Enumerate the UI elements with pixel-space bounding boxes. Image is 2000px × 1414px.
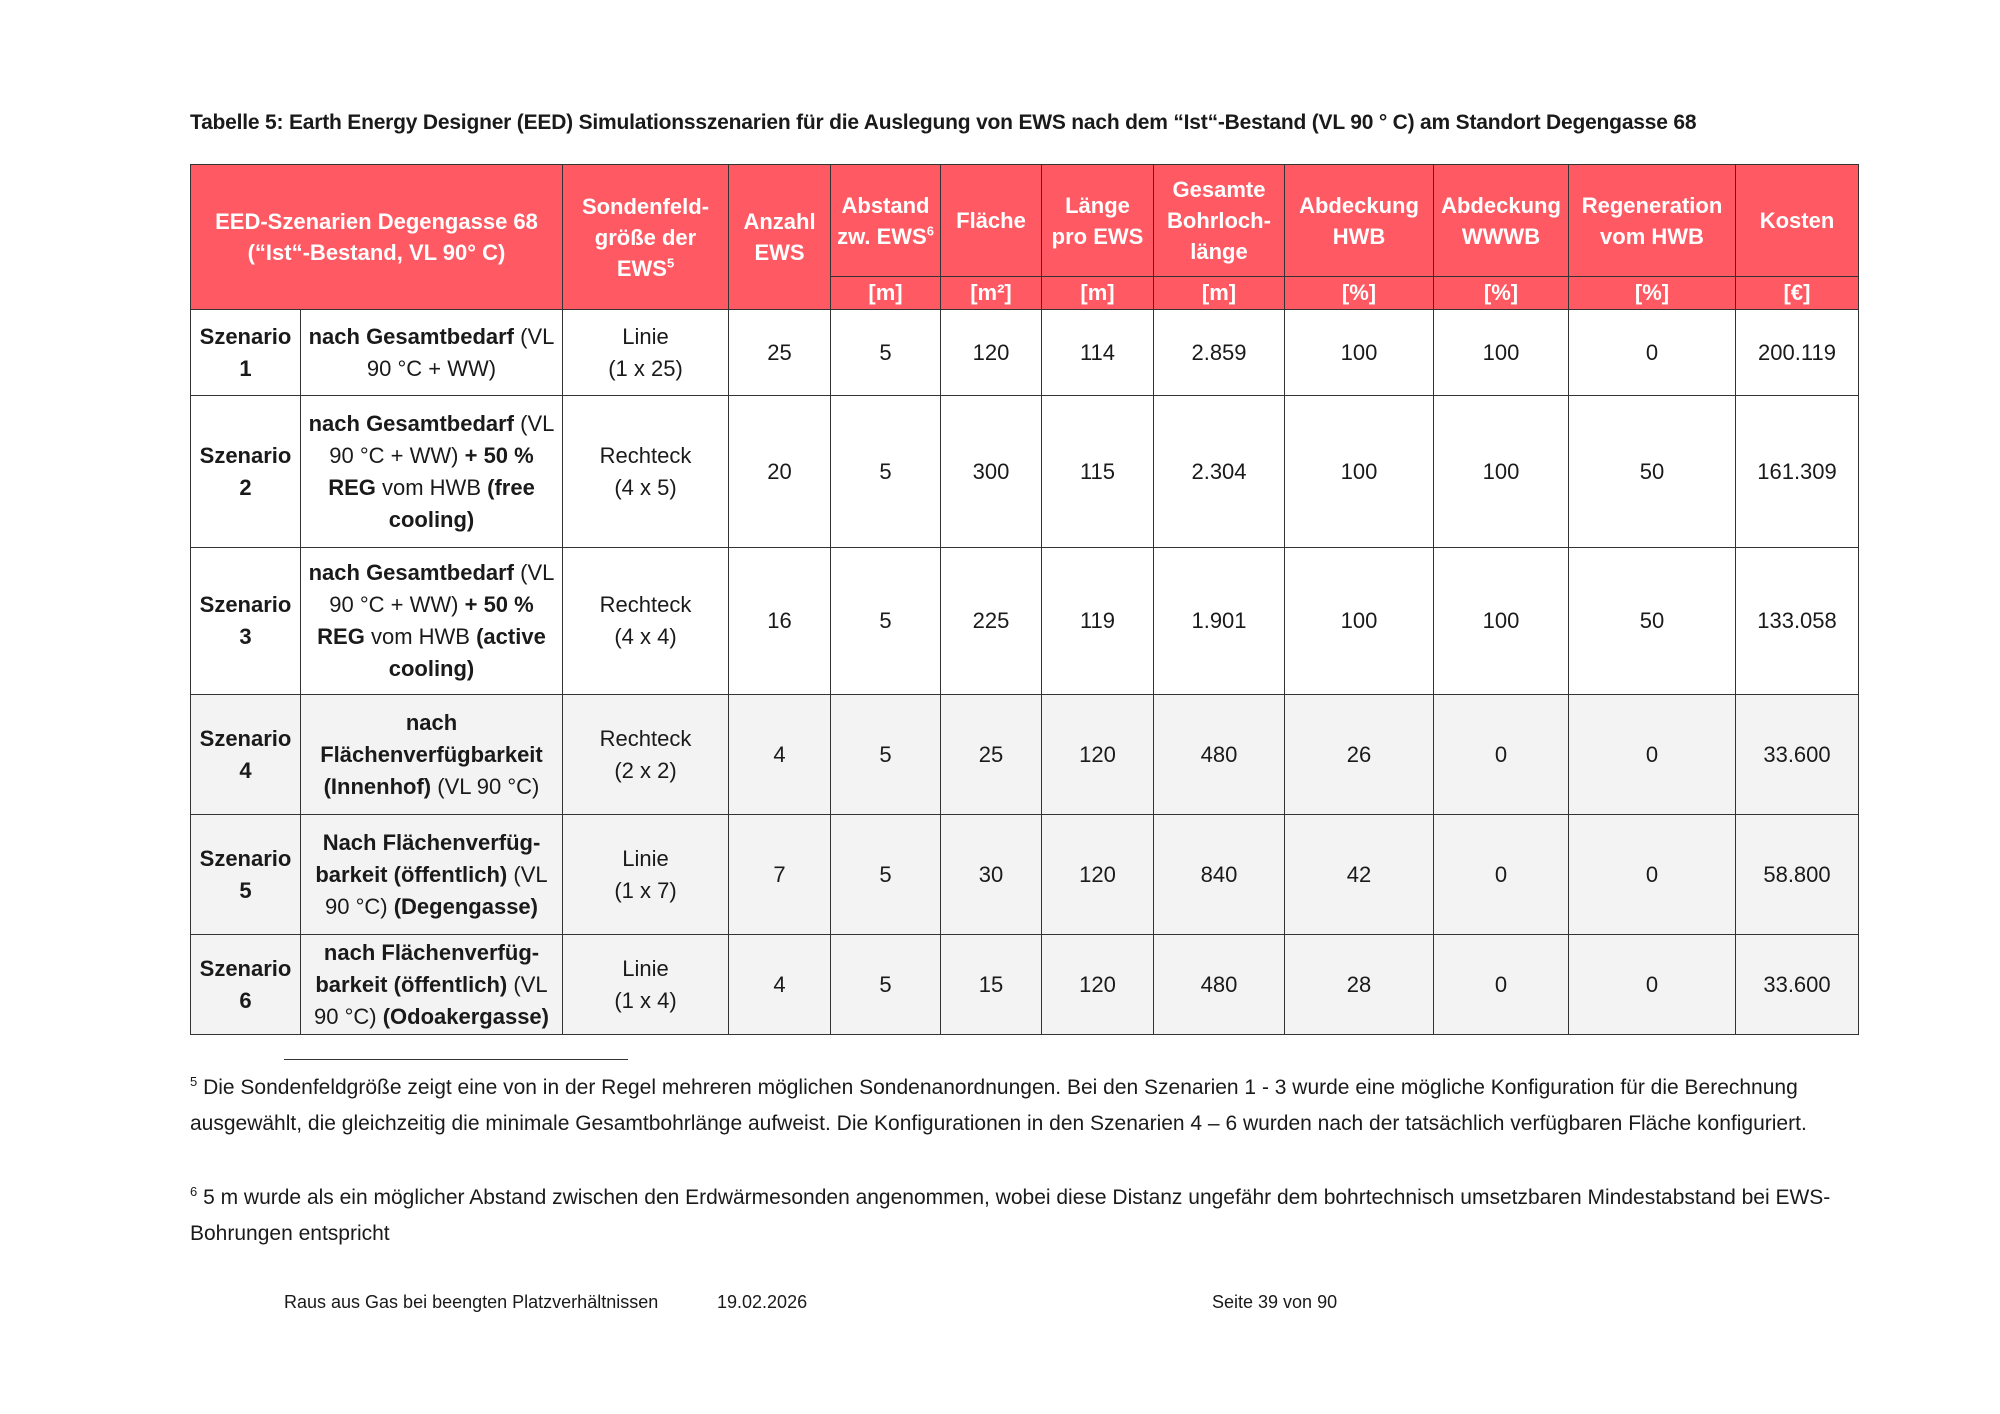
scenario-name: Szenario 2 <box>191 396 301 548</box>
cell-reg: 0 <box>1569 695 1736 815</box>
header-gesamt: Gesamte Bohrloch-länge <box>1154 165 1285 277</box>
cell-gesamt: 2.304 <box>1154 396 1285 548</box>
cell-reg: 50 <box>1569 548 1736 695</box>
description-segment: nach Gesamtbedarf <box>308 560 515 585</box>
unit-laenge: [m] <box>1042 277 1154 310</box>
cell-hwb: 26 <box>1285 695 1434 815</box>
field-size-line: Linie <box>622 323 669 349</box>
cell-anzahl: 7 <box>729 815 831 935</box>
field-size-line: (2 x 2) <box>614 757 677 783</box>
table-row <box>191 815 1859 935</box>
scenario-description <box>301 396 563 548</box>
table-row <box>191 310 1859 396</box>
cell-kosten: 133.058 <box>1736 548 1859 695</box>
cell-wwwb: 0 <box>1434 695 1569 815</box>
scenario-name: Szenario 3 <box>191 548 301 695</box>
footnote-5-number: 5 <box>190 1074 198 1089</box>
cell-abstand: 5 <box>831 815 941 935</box>
cell-flaeche: 225 <box>941 548 1042 695</box>
description-segment: (free cooling) <box>388 474 535 532</box>
table-row <box>191 695 1859 815</box>
description-segment: (VL 90 °C) <box>313 971 548 1029</box>
cell-reg: 50 <box>1569 396 1736 548</box>
cell-kosten: 58.800 <box>1736 815 1859 935</box>
description-segment: (VL 90 °C + WW) <box>329 410 555 468</box>
scenario-description <box>301 548 563 695</box>
description-segment: (Odoakergasse) <box>382 1003 549 1029</box>
header-sondenfeld-label: Sondenfeld-größe der EWS <box>581 193 710 281</box>
scenario-description <box>301 695 563 815</box>
unit-abstand: [m] <box>831 277 941 310</box>
cell-laenge: 119 <box>1042 548 1154 695</box>
cell-wwwb: 100 <box>1434 396 1569 548</box>
description-segment: Nach Flächenverfüg-barkeit (öffentlich) <box>315 829 541 887</box>
footer-title: Raus aus Gas bei beengten Platzverhältnissen <box>284 1292 659 1312</box>
table-row <box>191 935 1859 1035</box>
description-segment: (VL 90 °C + WW) <box>329 560 555 617</box>
field-size <box>563 695 729 815</box>
cell-reg: 0 <box>1569 935 1736 1035</box>
description-segment: (VL 90 °C + WW) <box>366 323 555 381</box>
scenario-name: Szenario 5 <box>191 815 301 935</box>
field-size-line: (4 x 5) <box>614 474 677 500</box>
description-segment: + 50 % REG <box>317 592 534 649</box>
footer-date: 19.02.2026 <box>717 1292 808 1312</box>
description-segment: nach Flächenverfügbarkeit <box>320 709 543 767</box>
cell-kosten: 200.119 <box>1736 310 1859 396</box>
cell-wwwb: 0 <box>1434 815 1569 935</box>
field-size-line: Rechteck <box>599 442 692 468</box>
scenario-table <box>190 164 1859 1035</box>
cell-gesamt: 1.901 <box>1154 548 1285 695</box>
table-caption: Tabelle 5: Earth Energy Designer (EED) Simulationsszenarien für die Auslegung von EWS nach dem “Ist“-Bestand (VL 90 ° C) am Standort Degengasse 68 <box>190 111 1697 134</box>
description-segment: (VL 90 °C) <box>325 861 548 919</box>
cell-wwwb: 100 <box>1434 548 1569 695</box>
field-size-line: Linie <box>622 845 669 871</box>
field-size-line: (1 x 25) <box>608 355 683 381</box>
scenario-name: Szenario 6 <box>191 935 301 1035</box>
cell-gesamt: 2.859 <box>1154 310 1285 396</box>
field-size-line: Rechteck <box>599 725 692 751</box>
cell-kosten: 33.600 <box>1736 935 1859 1035</box>
scenario-name: Szenario 4 <box>191 695 301 815</box>
cell-anzahl: 4 <box>729 695 831 815</box>
cell-reg: 0 <box>1569 815 1736 935</box>
footnote-6-number: 6 <box>190 1184 198 1199</box>
footer-page: Seite 39 von 90 <box>1212 1292 1338 1312</box>
unit-regeneration: [%] <box>1569 277 1736 310</box>
cell-wwwb: 100 <box>1434 310 1569 396</box>
field-size <box>563 396 729 548</box>
description-segment: (active cooling) <box>388 624 546 681</box>
cell-flaeche: 300 <box>941 396 1042 548</box>
footnote-5 <box>190 1070 1870 1142</box>
description-segment: (VL 90 °C) <box>437 773 540 799</box>
cell-hwb: 100 <box>1285 396 1434 548</box>
header-sondenfeld-footnote-ref: 5 <box>666 255 675 271</box>
footnote-5-text: Die Sondenfeldgröße zeigt eine von in der Regel mehreren möglichen Sondenanordnungen. Bei den Szenarien 1 - 3 wurde eine mögliche Konfiguration für die Berechnung ausgewählt, die gleichzeitig die minimale Gesamtbohrlänge aufweist. Die Konfigurationen in den Szenarien 4 – 6 wurden nach der tatsächlich verfügbaren Fläche konfiguriert. <box>190 1076 1807 1135</box>
cell-kosten: 161.309 <box>1736 396 1859 548</box>
table-body <box>191 310 1859 1035</box>
description-segment: + 50 % REG <box>328 442 534 500</box>
cell-reg: 0 <box>1569 310 1736 396</box>
cell-gesamt: 480 <box>1154 695 1285 815</box>
header-hwb: Abdeckung HWB <box>1285 165 1434 277</box>
cell-anzahl: 4 <box>729 935 831 1035</box>
header-abstand-label: Abstand zw. EWS <box>837 192 930 249</box>
unit-wwwb: [%] <box>1434 277 1569 310</box>
cell-abstand: 5 <box>831 935 941 1035</box>
cell-hwb: 100 <box>1285 548 1434 695</box>
cell-gesamt: 480 <box>1154 935 1285 1035</box>
footnote-separator <box>284 1059 628 1060</box>
cell-abstand: 5 <box>831 396 941 548</box>
description-segment: (Degengasse) <box>393 893 538 919</box>
header-sondenfeld <box>563 165 729 310</box>
scenario-name: Szenario 1 <box>191 310 301 396</box>
table-row <box>191 396 1859 548</box>
description-segment: nach Gesamtbedarf <box>308 410 515 436</box>
cell-abstand: 5 <box>831 548 941 695</box>
cell-wwwb: 0 <box>1434 935 1569 1035</box>
header-anzahl: Anzahl EWS <box>729 165 831 310</box>
cell-abstand: 5 <box>831 310 941 396</box>
description-segment: vom HWB <box>370 624 470 649</box>
unit-gesamt: [m] <box>1154 277 1285 310</box>
field-size-line: (4 x 4) <box>614 624 677 649</box>
cell-laenge: 120 <box>1042 695 1154 815</box>
field-size <box>563 548 729 695</box>
field-size-line: (1 x 7) <box>614 877 677 903</box>
header-flaeche: Fläche <box>941 165 1042 277</box>
field-size <box>563 815 729 935</box>
cell-gesamt: 840 <box>1154 815 1285 935</box>
header-scenarios: EED-Szenarien Degengasse 68 (“Ist“-Bestand, VL 90° C) <box>191 165 563 310</box>
unit-kosten: [€] <box>1736 277 1859 310</box>
cell-hwb: 42 <box>1285 815 1434 935</box>
cell-flaeche: 30 <box>941 815 1042 935</box>
description-segment: nach Gesamtbedarf <box>308 323 515 349</box>
cell-anzahl: 16 <box>729 548 831 695</box>
unit-flaeche: [m²] <box>941 277 1042 310</box>
cell-anzahl: 25 <box>729 310 831 396</box>
field-size <box>563 935 729 1035</box>
field-size-line: (1 x 4) <box>614 987 677 1013</box>
header-wwwb: Abdeckung WWWB <box>1434 165 1569 277</box>
field-size-line: Linie <box>622 955 669 981</box>
scenario-description <box>301 310 563 396</box>
cell-laenge: 114 <box>1042 310 1154 396</box>
footnote-6 <box>190 1180 1870 1252</box>
header-kosten: Kosten <box>1736 165 1859 277</box>
cell-laenge: 120 <box>1042 815 1154 935</box>
cell-flaeche: 120 <box>941 310 1042 396</box>
footnote-6-text: 5 m wurde als ein möglicher Abstand zwischen den Erdwärmesonden angenommen, wobei diese Distanz ungefähr dem bohrtechnisch umsetzbaren Mindestabstand bei EWS-Bohrungen entspricht <box>190 1186 1831 1245</box>
header-abstand-footnote-ref: 6 <box>926 223 934 239</box>
field-size <box>563 310 729 396</box>
cell-laenge: 115 <box>1042 396 1154 548</box>
description-segment: vom HWB <box>382 474 481 500</box>
scenario-description <box>301 815 563 935</box>
description-segment: nach Flächenverfüg-barkeit (öffentlich) <box>315 939 540 997</box>
cell-laenge: 120 <box>1042 935 1154 1035</box>
cell-abstand: 5 <box>831 695 941 815</box>
cell-hwb: 100 <box>1285 310 1434 396</box>
description-segment: (Innenhof) <box>323 773 432 799</box>
table-row <box>191 548 1859 695</box>
cell-flaeche: 15 <box>941 935 1042 1035</box>
header-abstand <box>831 165 941 277</box>
cell-kosten: 33.600 <box>1736 695 1859 815</box>
cell-anzahl: 20 <box>729 396 831 548</box>
field-size-line: Rechteck <box>599 592 692 617</box>
cell-hwb: 28 <box>1285 935 1434 1035</box>
scenario-description <box>301 935 563 1035</box>
header-regeneration: Regeneration vom HWB <box>1569 165 1736 277</box>
unit-hwb: [%] <box>1285 277 1434 310</box>
cell-flaeche: 25 <box>941 695 1042 815</box>
header-laenge: Länge pro EWS <box>1042 165 1154 277</box>
